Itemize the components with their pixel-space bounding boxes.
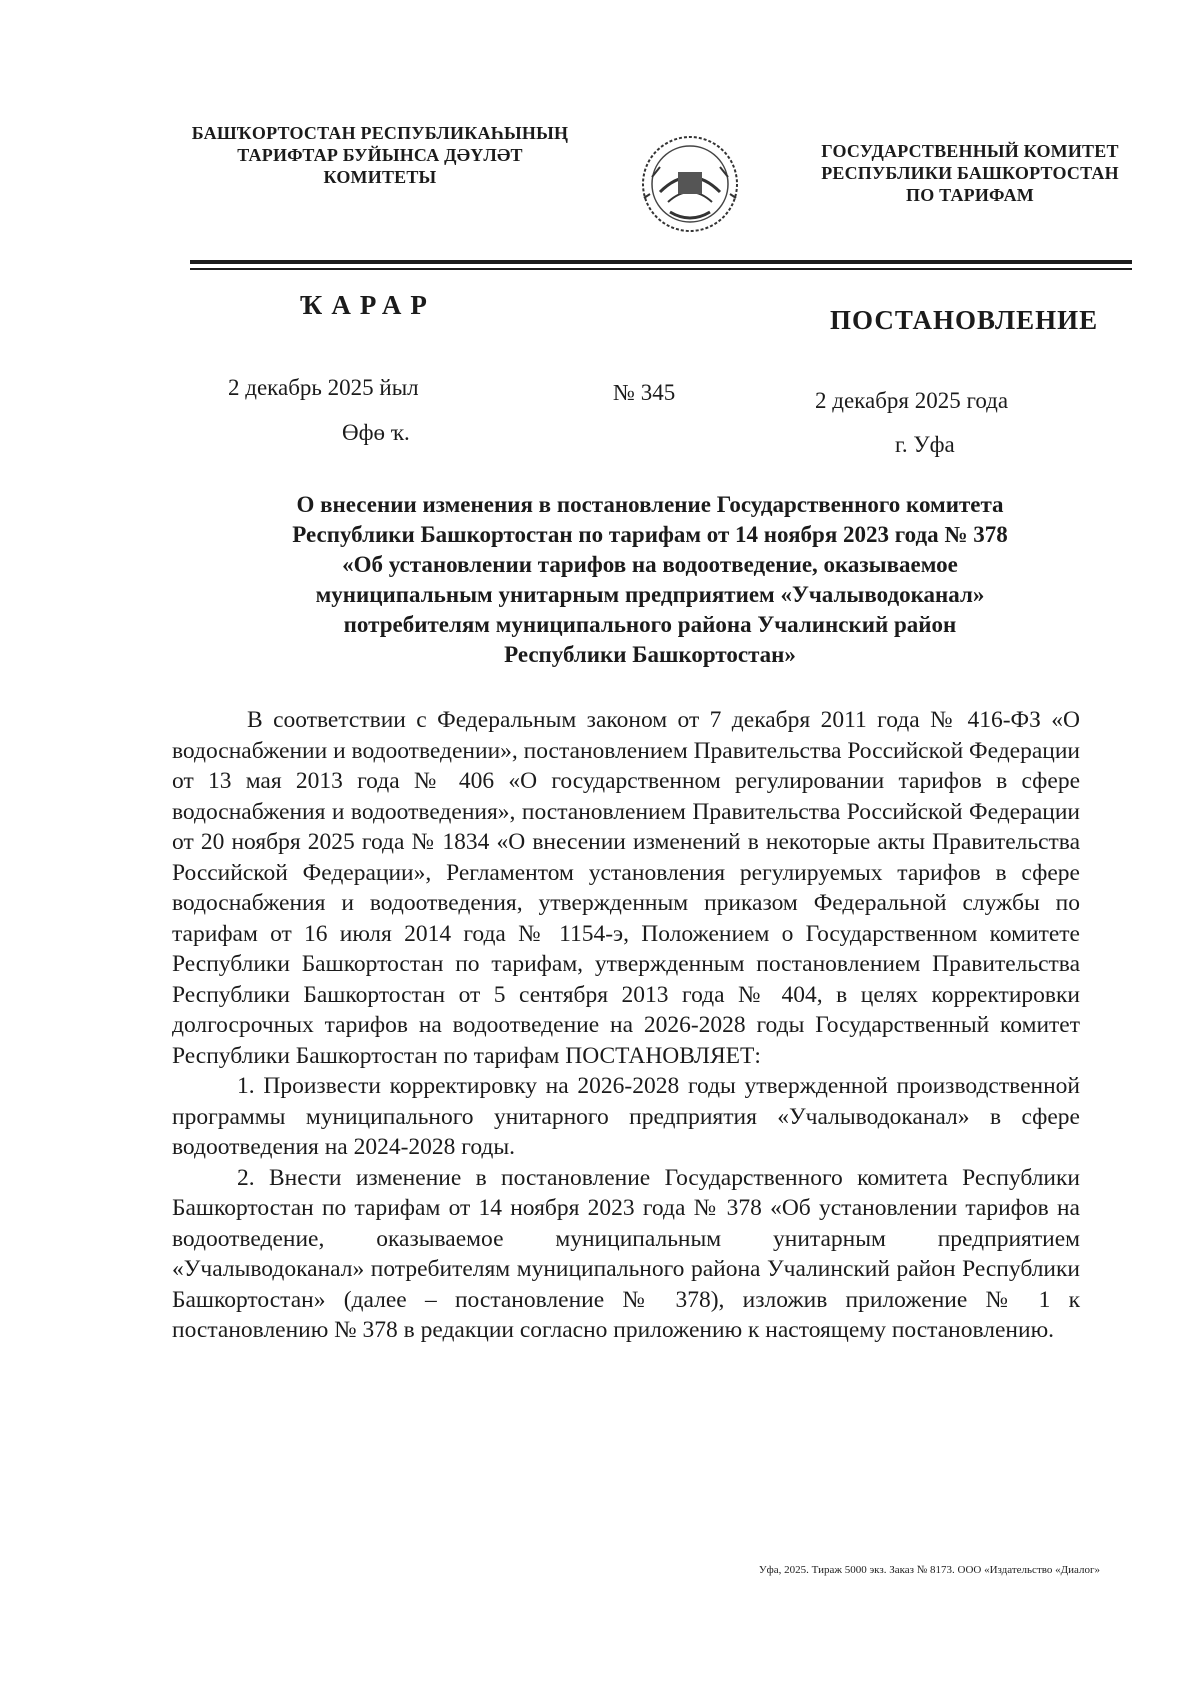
title-line: Республики Башкортостан» [504,642,796,667]
header-right-russian [800,140,1140,206]
date-bashkir: 2 декабрь 2025 йыл [228,375,419,400]
header-left-line: ТАРИФТАР БУЙЫНСА ДӘҮЛӘТ [237,145,523,165]
doc-type-russian: ПОСТАНОВЛЕНИЕ [830,305,1099,335]
header-right-line: ГОСУДАРСТВЕННЫЙ КОМИТЕТ [821,141,1119,161]
header-divider-thin [190,268,1132,270]
date-russian: 2 декабря 2025 года [815,388,1009,413]
item-paragraph-2: 2. Внести изменение в постановление Государственного комитета Республики Башкортостан по тарифам от 14 ноября 2023 года № 378 «Об установлении тарифов на водоотведение, оказываемое муниципальным унитарным предприятием «Учалыводоканал» потребителям муниципального района Учалинский район Республики Башкортостан» (далее – постановление № 378), изложив приложение № 1 к постановлению № 378 в редакции согласно приложению к настоящему постановлению. [172,1164,1080,1343]
header-right-line: РЕСПУБЛИКИ БАШКОРТОСТАН [821,163,1119,183]
republic-coat-of-arms-icon [640,132,740,237]
header-left-line: КОМИТЕТЫ [323,167,437,187]
preamble-paragraph: В соответствии с Федеральным законом от 7 декабря 2011 года № 416-ФЗ «О водоснабжении и водоотведении», постановлением Правительства Российской Федерации от 13 мая 2013 года № 406 «О государственном регулировании тарифов в сфере водоснабжения и водоотведения», постановлением Правительства Российской Федерации от 20 ноября 2025 года № 1834 «О внесении изменений в некоторые акты Правительства Российской Федерации», Регламентом установления регулируемых тарифов в сфере водоснабжения и водоотведения, утвержденным приказом Федеральной службы по тарифам от 16 июля 2014 года № 1154-э, Положением о Государственном комитете Республики Башкортостан по тарифам, утвержденным постановлением Правительства Республики Башкортостан от 5 сентября 2013 года № 404, в целях корректировки долгосрочных тарифов на водоотведение на 2026-2028 годы Государственный комитет Республики Башкортостан по тарифам ПОСТАНОВЛЯЕТ: [172,707,1080,1069]
header-divider-thick [190,260,1132,264]
header-left-bashkir [185,122,575,188]
city-bashkir: Өфө ҡ. [342,420,410,445]
document-body [172,705,1080,1346]
doc-type-bashkir: ҠАРАР [300,290,436,320]
title-line: потребителям муниципального района Учалинский район [343,612,957,637]
print-imprint: Уфа, 2025. Тираж 5000 экз. Заказ № 8173. ООО «Издательство «Диалог» [758,1564,1100,1576]
title-line: О внесении изменения в постановление Государственного комитета [296,492,1004,517]
header-left-line: БАШҠОРТОСТАН РЕСПУБЛИКАҺЫНЫҢ [191,123,569,143]
title-line: «Об установлении тарифов на водоотведение, оказываемое [342,552,958,577]
document-title [205,490,1095,670]
header-right-line: ПО ТАРИФАМ [906,185,1034,205]
city-russian: г. Уфа [895,432,955,457]
item-paragraph-1: 1. Произвести корректировку на 2026-2028 годы утвержденной производственной программы муниципального унитарного предприятия «Учалыводоканал» в сфере водоотведения на 2024-2028 годы. [172,1073,1080,1160]
title-line: Республики Башкортостан по тарифам от 14 ноября 2023 года № 378 [292,522,1008,547]
title-line: муниципальным унитарным предприятием «Учалыводоканал» [315,582,985,607]
document-number: № 345 [613,380,676,405]
